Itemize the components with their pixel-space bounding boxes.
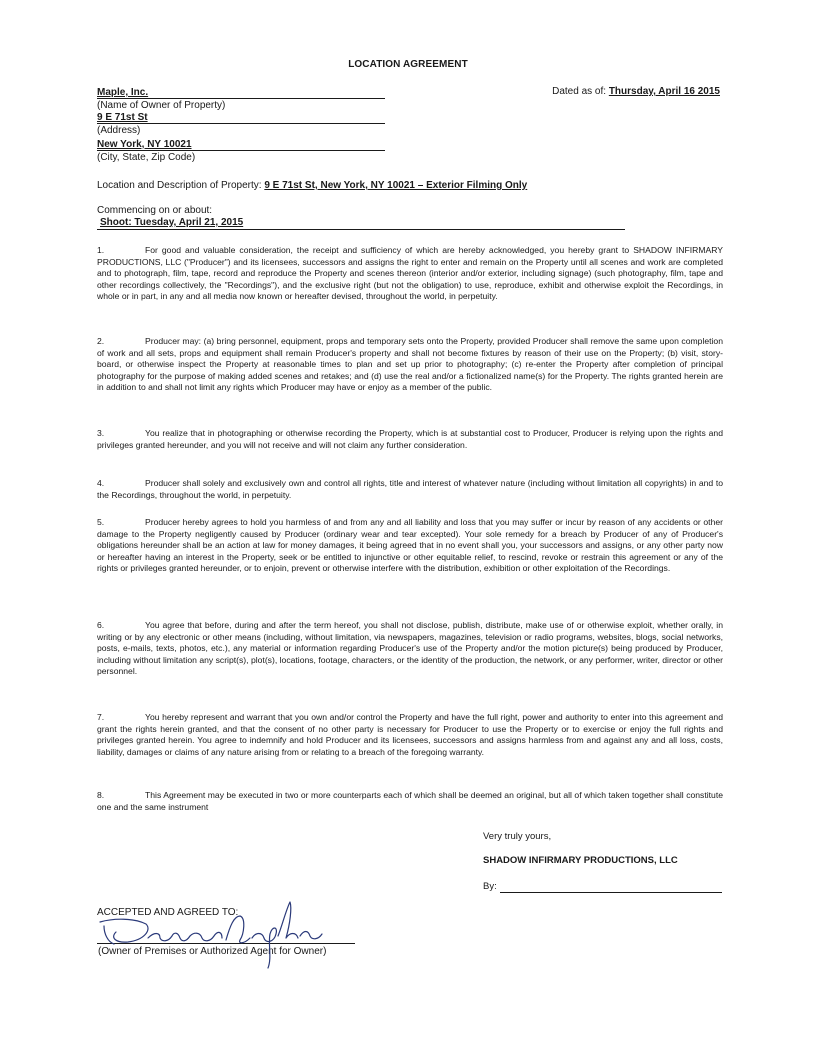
clause-text: This Agreement may be executed in two or more counterparts each of which shall be deemed an original, but all of which taken together shall constitute one and the same instrument — [97, 790, 723, 812]
clause-text: Producer shall solely and exclusively own and control all rights, title and interest of whatever nature (including without limitation all copyrights) in and to the Recordings, throughout the world, in perpetuity. — [97, 478, 723, 500]
clause-number: 7. — [97, 712, 105, 722]
dated-value: Thursday, April 16 2015 — [608, 86, 720, 97]
clause-number: 4. — [97, 478, 105, 488]
document-title: LOCATION AGREEMENT — [348, 59, 468, 70]
owner-address-caption: (Address) — [97, 125, 141, 136]
clause-8 — [97, 790, 723, 813]
closing-company: SHADOW INFIRMARY PRODUCTIONS, LLC — [483, 855, 678, 866]
clause-3 — [97, 428, 723, 451]
clause-5 — [97, 517, 723, 575]
signature-stroke — [148, 933, 190, 941]
signature-stroke — [300, 932, 322, 939]
location-label: Location and Description of Property: — [97, 180, 262, 191]
handwritten-signature — [94, 896, 334, 976]
clause-number: 5. — [97, 517, 105, 527]
clause-number: 1. — [97, 245, 105, 255]
clause-text: You agree that before, during and after the term hereof, you shall not disclose, publish, distribute, make use of or otherwise exploit, whether orally, in writing or by any electronic or other means (including, without limitation, via newspapers, magazines, television or radio programs, websites, blogs, social networks, posts, e-mails, texts, photos, etc.), any material or information regarding Producer's use of the Property and/or the motion picture(s) being produced by Producer, including without limitation any script(s), plot(s), locations, footage, characters, or the identity of the production, the network, or any performer, writer, director or other personnel. — [97, 620, 723, 677]
clause-text: You hereby represent and warrant that you own and/or control the Property and have the full right, power and authority to enter into this agreement and grant the rights herein granted, and that the consent of no other party is necessary for Producer to use the Property or to exercise or enjoy the full rights and privileges granted herein. You agree to indemnify and hold Producer and its licensees, successors and assigns harmless from and against any and all loss, costs, liability, damages or claims of any nature arising from or relating to a breach of the foregoing warranty. — [97, 712, 723, 757]
commencing-label: Commencing on or about: — [97, 205, 213, 216]
owner-address-value — [97, 111, 385, 124]
clause-number: 2. — [97, 336, 105, 346]
clause-text: Producer may: (a) bring personnel, equipment, props and temporary sets onto the Property, provided Producer shall remove the same upon completion of work and all sets, props and equipment shall remain Producer's property and shall not become fixtures by reason of their use on the Property; (b) visit, story-board, or otherwise inspect the Property at reasonable times to plan and set up prior to photography; (c) re-enter the Property after completion of principal photography for the purpose of making added scenes and retakes; and (d) use the real and/or a fictionalized name(s) for the Property. The rights granted herein are in addition to and shall not limit any rights which Producer may have or enjoy as a member of the public. — [97, 336, 723, 393]
clause-text: Producer hereby agrees to hold you harmless of and from any and all liability and loss that you may suffer or incur by reason of any accidents or other damage to the Property negligently caused by Producer (ordinary wear and tear excepted). Your sole remedy for a breach by Producer of any of Producer's obligations hereunder shall be an action at law for money damages, it being agreed that in no event shall you, your successors and assigns, or any other party now or hereafter having an interest in the Property, seek or be entitled to injunctive or other equitable relief, to rescind, revoke or restrain this agreement or any of the rights or privileges granted hereunder, or to enjoin, prevent or otherwise interfere with the distribution, exhibition or other exploitation of the Recordings. — [97, 517, 723, 574]
owner-address-text: 9 E 71st St — [97, 112, 148, 123]
clause-2 — [97, 336, 723, 394]
owner-city-value: New York, NY 10021 — [97, 138, 385, 151]
by-label: By: — [483, 881, 497, 892]
producer-signature-line[interactable] — [500, 892, 722, 893]
commencing-value: Shoot: Tuesday, April 21, 2015 — [100, 217, 244, 228]
signature-stroke — [190, 932, 222, 940]
clause-text: For good and valuable consideration, the receipt and sufficiency of which are hereby acknowledged, you hereby grant to SHADOW INFIRMARY PRODUCTIONS, LLC ("Producer") and its licensees, successors and assigns the right to enter and remain on the Property until all scenes and work are completed and to photograph, film, tape, record and reproduce the Property and scenes thereon (interior and/or exterior, including signage) (such photography, film, tape and other recordings collectively, the "Recordings"), and the exclusive right (but not the obligation) to use, reproduce, exhibit and otherwise exploit the Recordings, in whole or in part, in any and all media now known or hereafter devised, throughout the world, in perpetuity. — [97, 245, 723, 302]
owner-signature-caption: (Owner of Premises or Authorized Agent for Owner) — [98, 946, 327, 957]
commencing-field — [97, 217, 625, 230]
dated-field — [552, 86, 720, 97]
owner-name-caption: (Name of Owner of Property) — [97, 100, 226, 111]
clause-text: You realize that in photographing or otherwise recording the Property, which is at substantial cost to Producer, Producer is relying upon the rights and privileges granted hereunder, and you will not receive and will not claim any further consideration. — [97, 428, 723, 450]
location-field — [97, 180, 527, 191]
signature-stroke — [104, 926, 114, 944]
location-value: 9 E 71st St, New York, NY 10021 – Exterior Filming Only — [264, 180, 528, 191]
clause-number: 6. — [97, 620, 105, 630]
clause-7 — [97, 712, 723, 758]
signature-stroke — [278, 902, 298, 938]
signature-stroke — [226, 916, 250, 943]
clause-4 — [97, 478, 723, 501]
owner-name-value: Maple, Inc. — [97, 86, 385, 99]
dated-label: Dated as of: — [552, 86, 607, 97]
accepted-label: ACCEPTED AND AGREED TO: — [97, 907, 239, 918]
clause-6 — [97, 620, 723, 678]
clause-number: 8. — [97, 790, 105, 800]
owner-city-caption: (City, State, Zip Code) — [97, 152, 196, 163]
signature-stroke — [252, 928, 276, 968]
clause-1 — [97, 245, 723, 303]
closing-salutation: Very truly yours, — [483, 831, 552, 842]
clause-number: 3. — [97, 428, 105, 438]
